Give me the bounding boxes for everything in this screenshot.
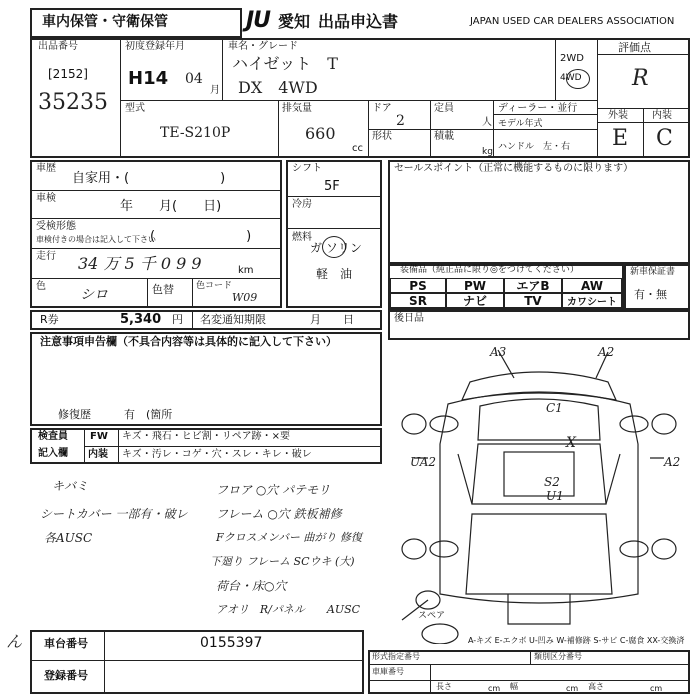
ext-label: 外装 <box>608 110 628 121</box>
handle-label: ハンドル 左・右 <box>498 142 571 152</box>
equip-pw: PW <box>446 278 504 293</box>
r-ticket-label: R券 <box>40 313 59 326</box>
color-code-value: W09 <box>232 291 258 304</box>
hand-note-right-3: Fクロスメンバー 曲がり 修復 <box>216 531 362 544</box>
storage-label: 車内保管・守衛保管 <box>42 14 168 30</box>
hand-note-right-4: 下廻り フレーム SCウキ (大) <box>210 555 355 568</box>
shift-value: 5F <box>324 179 340 194</box>
width-unit: cm <box>566 684 579 693</box>
hand-note-right-5: 荷台・床○穴 <box>216 579 287 593</box>
recept-value: ( ) <box>150 229 252 244</box>
load-label: 積載 <box>434 131 454 142</box>
registration-label: 登録番号 <box>44 669 88 682</box>
color-code-label: 色コード <box>196 281 233 291</box>
capacity-label: 定員 <box>434 103 454 114</box>
displacement-unit: cc <box>352 143 363 154</box>
r-ticket-unit: 円 <box>172 313 183 326</box>
warranty-label: 新車保証書 <box>630 267 676 277</box>
mark-x: X <box>566 435 576 451</box>
equip-sr: SR <box>390 293 446 308</box>
spare-label: スペア <box>418 611 446 621</box>
era-year: H14 <box>128 68 169 89</box>
equip-tv: TV <box>504 293 562 308</box>
equip-navi: ナビ <box>446 293 504 308</box>
history-label: 車歴 <box>36 163 56 174</box>
ju-logo: JU <box>246 8 271 33</box>
repair-label: 修復歴 <box>58 408 91 421</box>
sales-point-label: セールスポイント（正常に機能するものに限ります） <box>394 163 634 174</box>
inspection-value: 年 月( 日) <box>120 199 222 214</box>
model-year-label: モデル年式 <box>498 119 543 129</box>
form-title: 出品申込書 <box>318 12 399 31</box>
hand-note-right-6: アオリ R/パネル AUSC <box>216 603 361 616</box>
shape-label: 形状 <box>372 131 392 142</box>
height-unit: cm <box>650 684 663 693</box>
model-label: 型式 <box>125 103 145 114</box>
int-label: 内装 <box>652 110 672 121</box>
warranty-value: 有・無 <box>634 288 667 301</box>
mark-a2-right: A2 <box>664 455 681 469</box>
equipment-label: 装備品（純正品に限り◎をつけてください） <box>400 265 579 275</box>
ext-value: E <box>612 126 629 151</box>
width-label: 幅 <box>510 682 518 691</box>
mark-ua2: UA2 <box>410 455 437 469</box>
repair-value: 有 (箇所 <box>124 408 173 421</box>
mark-a3: A3 <box>490 345 507 359</box>
car-name: ハイゼット T <box>232 54 338 73</box>
model-value: TE-S210P <box>160 125 231 141</box>
form-spec-label: 形式指定番号 <box>372 652 420 661</box>
chassis-value: 0155397 <box>200 635 263 651</box>
fw-items: キズ・飛石・ヒビ割・リペア跡・×要 <box>122 431 290 442</box>
fuel-gas: ガ ソリン <box>310 241 362 255</box>
lot-number: 35235 <box>38 90 108 115</box>
name-change-value: 月 日 <box>310 313 354 326</box>
height-label: 高さ <box>588 682 604 691</box>
hand-note-left-1: キバミ <box>52 479 89 493</box>
chassis-label: 車台番号 <box>44 637 88 650</box>
color-label: 色 <box>36 281 46 292</box>
shift-label: シフト <box>292 163 322 174</box>
drive-2wd: 2WD <box>560 53 584 64</box>
displacement-label: 排気量 <box>282 103 312 114</box>
r-ticket-value: 5,340 <box>120 312 162 327</box>
fuel-diesel: 軽 油 <box>316 267 353 281</box>
int-items-label: 内装 <box>88 449 108 460</box>
mark-a2-top: A2 <box>598 345 615 359</box>
top-grid <box>30 38 690 158</box>
grade-value: R <box>632 66 649 91</box>
lot-sub: [2152] <box>48 67 88 81</box>
fuel-label: 燃料 <box>292 232 312 243</box>
equip-aw: AW <box>562 278 622 293</box>
name-change-label: 名変通知期限 <box>200 313 266 326</box>
recept-label: 受検形態 <box>36 221 76 232</box>
hand-note-right-2: フレーム ○穴 鉄板補修 <box>216 507 342 521</box>
sales-point-box <box>388 160 690 264</box>
mark-u1: U1 <box>546 489 564 503</box>
door-label: ドア <box>372 103 392 114</box>
door-value: 2 <box>396 113 405 129</box>
ac-label: 冷房 <box>292 199 312 210</box>
garage-label: 車庫番号 <box>372 667 404 676</box>
month-unit: 月 <box>210 85 220 96</box>
history-value: 自家用・( ) <box>72 171 226 186</box>
association-name: JAPAN USED CAR DEALERS ASSOCIATION <box>470 16 675 27</box>
car-body-diagram <box>388 344 690 644</box>
side-mark: ん <box>6 632 23 651</box>
mark-c1: C1 <box>546 401 563 415</box>
equip-airbag: エアB <box>504 278 562 293</box>
hand-note-left-2: シートカバー 一部有・破レ <box>40 507 188 521</box>
mileage-unit: km <box>238 265 254 276</box>
dealer-label: ディーラー・並行 <box>498 103 578 114</box>
length-unit: cm <box>488 684 501 693</box>
post-note-label: 後日品 <box>394 313 424 324</box>
post-note-box <box>388 310 690 340</box>
hand-note-left-3: 各AUSC <box>44 531 93 545</box>
color-value: シロ <box>80 287 108 303</box>
recept-sub: 車検付きの場合は記入して下さい <box>36 235 156 244</box>
drive-4wd: 4WD <box>560 73 582 83</box>
int-value: C <box>656 126 673 151</box>
first-reg-label: 初度登録年月 <box>125 41 185 52</box>
repaint-label: 色替 <box>152 283 174 296</box>
car-grade: DX 4WD <box>238 78 318 97</box>
entry-label: 記入欄 <box>38 448 68 459</box>
lot-label: 出品番号 <box>38 41 78 52</box>
equip-seat: カワシート <box>562 293 622 308</box>
reg-month: 04 <box>185 71 203 87</box>
grade-label: 評価点 <box>618 41 651 54</box>
diagram-legend: A-キズ E-エクボ U-凹み W-補修跡 S-サビ C-腐食 XX-交換済 <box>468 636 685 645</box>
capacity-unit: 人 <box>482 117 492 128</box>
equip-ps: PS <box>390 278 446 293</box>
mark-s2: S2 <box>544 475 560 489</box>
int-items: キズ・汚レ・コゲ・穴・スレ・キレ・破レ <box>122 449 312 460</box>
caution-label: 注意事項申告欄（不具合内容等は具体的に記入して下さい） <box>40 335 337 348</box>
category-label: 類別区分番号 <box>534 652 582 661</box>
load-unit: kg <box>482 147 493 157</box>
mileage-value: 34 万 5 千 0 9 9 <box>78 254 202 273</box>
name-label: 車名・グレード <box>228 41 298 52</box>
mileage-label: 走行 <box>36 251 56 262</box>
hand-note-right-1: フロア ○穴 パテモリ <box>216 483 331 497</box>
length-label: 長さ <box>436 682 452 691</box>
inspector-label: 検査員 <box>38 431 68 442</box>
inspection-label: 車検 <box>36 193 56 204</box>
displacement-value: 660 <box>305 124 336 143</box>
fw-label: FW <box>90 431 108 442</box>
logo-org: 愛知 <box>278 12 311 31</box>
